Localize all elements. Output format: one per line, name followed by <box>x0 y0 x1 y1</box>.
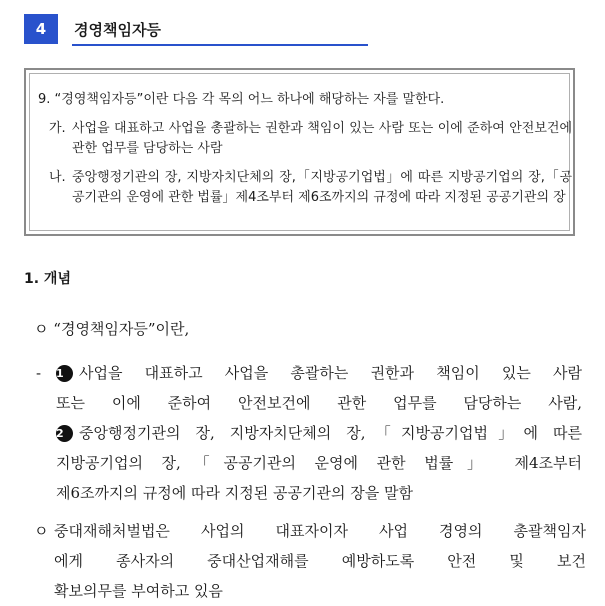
explanation-line <box>56 418 582 448</box>
bullet-mark: ㅇ <box>34 522 49 540</box>
paragraph-line1: 중대재해처벌법은 사업의 대표자이자 사업 경영의 총괄책임자 <box>54 522 586 540</box>
subsection-heading: 1. 개념 <box>24 271 71 287</box>
definition-item-marker: 가. <box>49 121 66 136</box>
number-two-badge: 2 <box>56 425 73 442</box>
bullet-mark: ㅇ <box>34 320 49 338</box>
definition-box <box>24 68 575 236</box>
definition-item-text: 사업을 대표하고 사업을 총괄하는 권한과 책임이 있는 사람 또는 이에 준하여 안전보건에 관한 업무를 담당하는 사람 <box>72 121 572 156</box>
section-title-underline <box>72 44 368 46</box>
item2-line3-text: 제6조까지의 규정에 따라 지정된 공공기관의 장을 말함 <box>56 484 413 502</box>
item2-line1-text: 중앙행정기관의 장, 지방자치단체의 장,「지방공기업법」에 따른 <box>79 424 582 442</box>
paragraph-line3: 확보의무를 부여하고 있음 <box>54 582 223 600</box>
item1-line1-text: 사업을 대표하고 사업을 총괄하는 권한과 책임이 있는 사람 <box>79 364 582 382</box>
concept-intro-text: “경영책임자등”이란, <box>53 320 190 338</box>
definition-item-marker: 나. <box>49 170 66 185</box>
item2-line2-text: 지방공기업의 장,「공공기관의 운영에 관한 법률」 제4조부터 <box>56 454 582 472</box>
item1-line2-text: 또는 이에 준하여 안전보건에 관한 업무를 담당하는 사람, <box>56 394 582 412</box>
section-title: 경영책임자등 <box>74 21 161 39</box>
concept-intro <box>34 318 189 339</box>
number-one-badge: 1 <box>56 365 73 382</box>
paragraph-line2: 에게 종사자의 중대산업재해를 예방하도록 안전 및 보건 <box>54 552 586 570</box>
explanation-line <box>56 358 582 388</box>
section-header <box>24 14 368 46</box>
definition-item-text: 중앙행정기관의 장, 지방자치단체의 장,「지방공기업법」에 따른 지방공기업의 장,「공공기관의 운영에 관한 법률」제4조부터 제6조까지의 규정에 따라 지정된 공공기관의 장 <box>72 170 572 205</box>
definition-heading: 9. “경영책임자등”이란 다음 각 목의 어느 하나에 해당하는 자를 말한다. <box>38 92 445 107</box>
dash-mark: - <box>36 364 42 382</box>
section-number-badge: 4 <box>24 14 58 44</box>
